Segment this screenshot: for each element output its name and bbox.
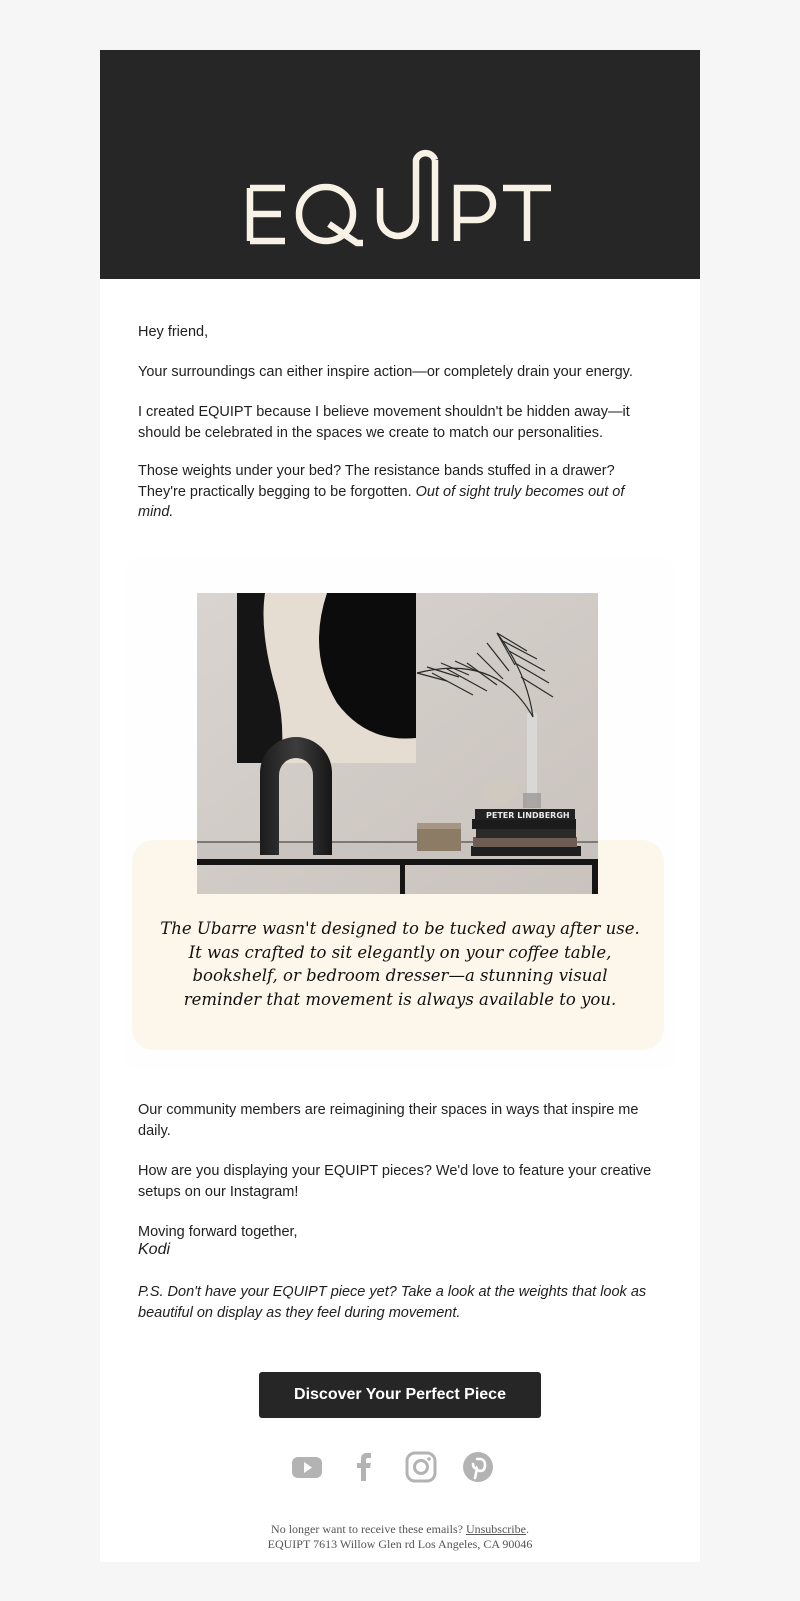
equipt-logo [245, 100, 555, 250]
email-footer [100, 1522, 700, 1552]
signoff: Moving forward together, [138, 1224, 298, 1240]
feature-quote: The Ubarre wasn't designed to be tucked away after use. It was crafted to sit elegantly on your coffee table, bookshelf, or bedroom dresser—a stunning visual reminder that movement is always available to you. [160, 919, 640, 1009]
email-container [100, 50, 700, 1562]
community-paragraph: Our community members are reimagining their spaces in ways that inspire me daily. [138, 1102, 639, 1139]
forgotten-weights-paragraph [138, 461, 658, 523]
youtube-icon[interactable] [290, 1450, 324, 1484]
unsubscribe-suffix: . [525, 1522, 529, 1536]
book-spine-text: PETER LINDBERGH [486, 811, 570, 820]
discover-piece-button[interactable]: Discover Your Perfect Piece [259, 1372, 541, 1418]
paragraph-text: Those weights under your bed? The resistance bands stuffed in a drawer? They're practically begging to be forgotten. [138, 463, 615, 500]
greeting: Hey friend, [138, 324, 209, 340]
company-address: EQUIPT 7613 Willow Glen rd Los Angeles, CA 90046 [267, 1537, 533, 1551]
paragraph-italic-text: Out of sight truly becomes out of mind. [138, 483, 625, 520]
unsubscribe-text: No longer want to receive these emails? [271, 1522, 466, 1536]
facebook-icon[interactable] [347, 1450, 381, 1484]
instagram-paragraph: How are you displaying your EQUIPT pieces? We'd love to feature your creative setups on our Instagram! [138, 1163, 652, 1200]
social-links [290, 1450, 510, 1484]
ubarre-product-photo [197, 593, 598, 894]
unsubscribe-link[interactable]: Unsubscribe [465, 1522, 526, 1536]
postscript: P.S. Don't have your EQUIPT piece yet? Take a look at the weights that look as beautiful on display as they feel during movement. [138, 1284, 647, 1321]
mission-paragraph: I created EQUIPT because I believe movement shouldn't be hidden away—it should be celebrated in the spaces we create to match our personalities. [138, 404, 630, 441]
signature: Kodi [138, 1241, 171, 1258]
instagram-icon[interactable] [404, 1450, 438, 1484]
pinterest-icon[interactable] [461, 1450, 495, 1484]
intro-paragraph: Your surroundings can either inspire action—or completely drain your energy. [138, 364, 633, 380]
unsubscribe-line [100, 1522, 700, 1537]
email-header [100, 50, 700, 279]
